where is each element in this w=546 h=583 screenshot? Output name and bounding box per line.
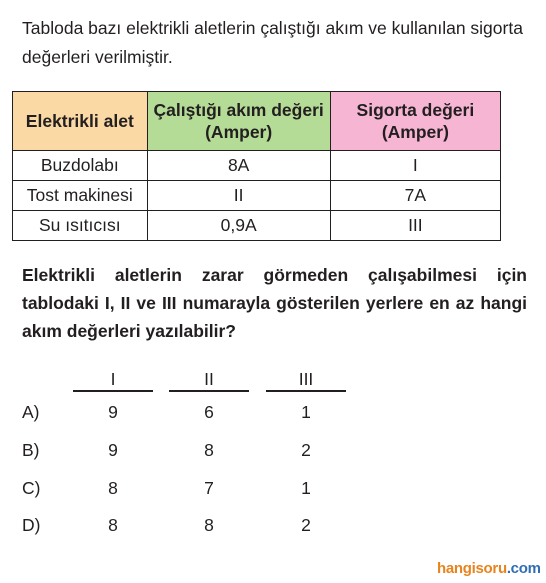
watermark-domain: .com — [506, 560, 541, 577]
option-letter: C) — [22, 478, 41, 498]
table-cell: III — [330, 211, 500, 241]
column-underline — [73, 390, 153, 392]
option-column-header-i: I — [110, 369, 116, 389]
option-value: 8 — [204, 440, 214, 460]
question-text: Elektrikli aletlerin zarar görmeden çalışabilmesi için tablodaki I, II ve III numarayla gösterilen yerlere en az hangi akım değerleri yazılabilir? — [22, 265, 527, 341]
option-value: 2 — [301, 515, 311, 535]
option-value: 1 — [301, 478, 311, 498]
option-letter: A) — [22, 402, 40, 422]
intro-text: Tabloda bazı elektrikli aletlerin çalıştığı akım ve kullanılan sigorta değerleri verilmiştir. — [22, 18, 523, 67]
data-table — [12, 91, 501, 241]
option-value: 9 — [108, 440, 118, 460]
option-letter: B) — [22, 440, 40, 460]
option-value: 6 — [204, 402, 214, 422]
table-cell: II — [147, 181, 330, 211]
table-cell: Su ısıtıcısı — [13, 211, 148, 241]
table-cell: Tost makinesi — [13, 181, 148, 211]
option-value: 8 — [204, 515, 214, 535]
table-cell: 8A — [147, 151, 330, 181]
option-value: 1 — [301, 402, 311, 422]
table-cell: Buzdolabı — [13, 151, 148, 181]
option-value: 2 — [301, 440, 311, 460]
table-cell: 7A — [330, 181, 500, 211]
header-elektrikli-alet: Elektrikli alet — [13, 92, 148, 151]
option-value: 9 — [108, 402, 118, 422]
table-cell: 0,9A — [147, 211, 330, 241]
column-underline — [169, 390, 249, 392]
option-letter: D) — [22, 515, 41, 535]
table-row — [13, 181, 501, 211]
watermark-logo — [437, 560, 541, 577]
table-header-row — [13, 92, 501, 151]
column-underline — [266, 390, 346, 392]
table-cell: I — [330, 151, 500, 181]
option-value: 8 — [108, 478, 118, 498]
option-column-header-ii: II — [204, 369, 214, 389]
watermark-name: hangisoru — [437, 560, 507, 577]
table-row — [13, 211, 501, 241]
header-calistigi-akim: Çalıştığı akım değeri (Amper) — [147, 92, 330, 151]
option-value: 7 — [204, 478, 214, 498]
option-value: 8 — [108, 515, 118, 535]
header-sigorta-degeri: Sigorta değeri (Amper) — [330, 92, 500, 151]
table-row — [13, 151, 501, 181]
option-column-header-iii: III — [298, 369, 314, 389]
